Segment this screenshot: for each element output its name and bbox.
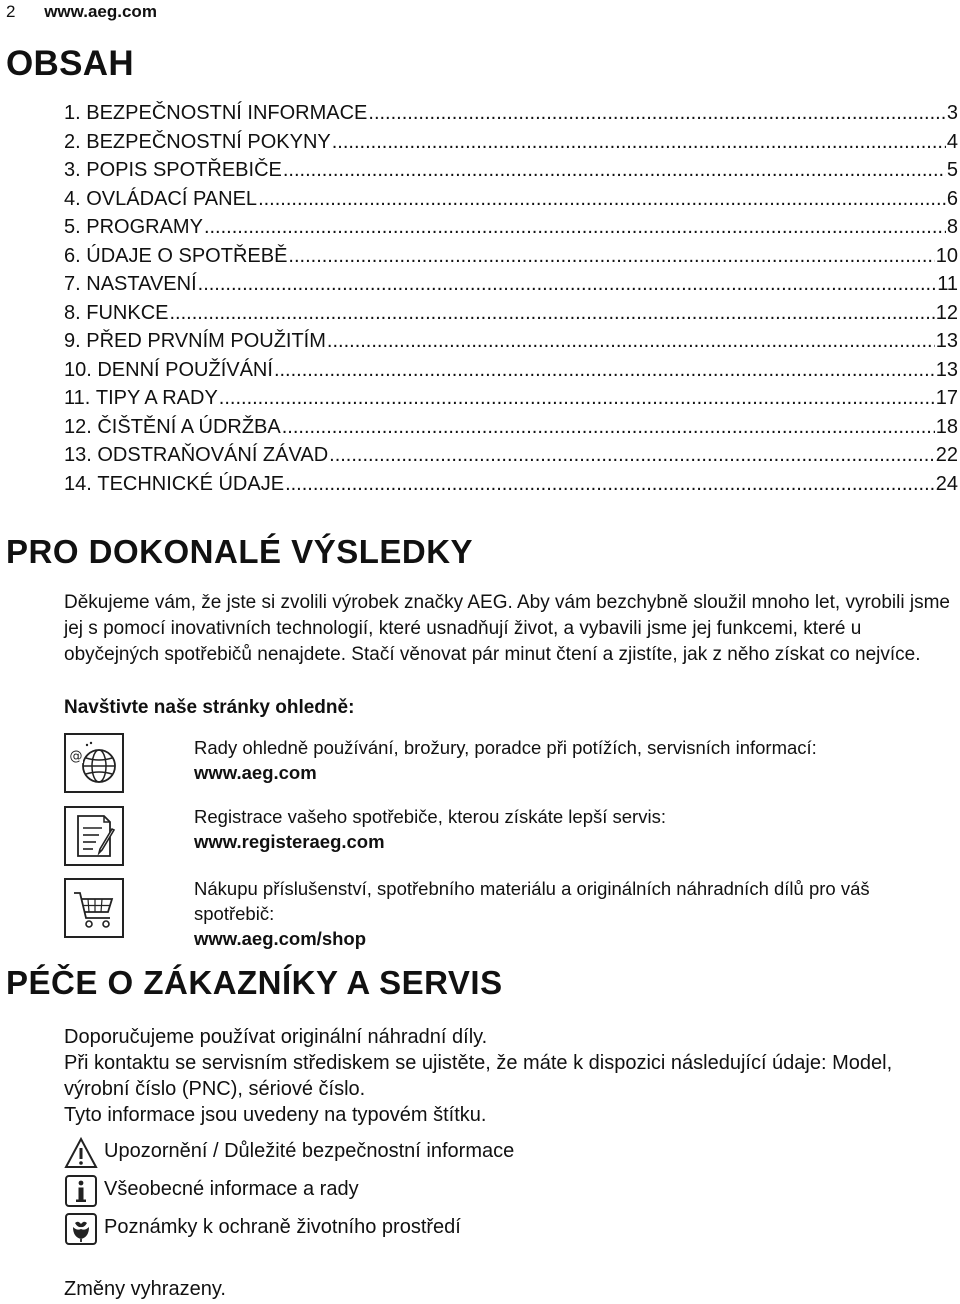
toc-item[interactable]	[64, 444, 960, 473]
toc-item[interactable]	[64, 330, 960, 359]
toc-leader	[332, 131, 946, 154]
toc-page: 17	[935, 387, 958, 409]
results-title: PRO DOKONALÉ VÝSLEDKY	[6, 533, 474, 570]
toc-leader	[285, 473, 935, 496]
toc-label: BEZPEČNOSTNÍ INFORMACE	[86, 102, 368, 124]
toc-leader	[204, 216, 946, 239]
legend-text: Všeobecné informace a rady	[104, 1178, 359, 1200]
service-line: Při kontaktu se servisním střediskem se ujistěte, že máte k dispozici následující údaje: Model, výrobní číslo (PNC), sériové číslo.	[64, 1052, 893, 1100]
toc-item[interactable]	[64, 102, 960, 131]
toc-item[interactable]	[64, 188, 960, 217]
svg-text:@: @	[69, 749, 83, 764]
toc-label: ČIŠTĚNÍ A ÚDRŽBA	[97, 415, 281, 438]
toc-item[interactable]	[64, 302, 960, 331]
legend-text: Poznámky k ochraně životního prostředí	[104, 1216, 461, 1238]
toc-number: 2.	[64, 130, 87, 153]
toc-item[interactable]	[64, 131, 960, 160]
toc-leader	[169, 302, 934, 325]
toc-label: PŘED PRVNÍM POUŽITÍM	[86, 330, 326, 352]
toc-page: 8	[946, 216, 958, 238]
toc-number: 7.	[64, 273, 87, 295]
toc-page: 22	[935, 444, 958, 466]
info-icon	[64, 1174, 98, 1208]
registration-form-icon	[64, 806, 124, 866]
toc-label: POPIS SPOTŘEBIČE	[86, 159, 282, 181]
toc-label: FUNKCE	[86, 301, 169, 324]
toc-page: 12	[935, 301, 958, 324]
toc-number: 4.	[64, 187, 87, 210]
link-url[interactable]: www.aeg.com/shop	[194, 928, 367, 949]
toc-page: 5	[946, 159, 958, 181]
service-title: PÉČE O ZÁKAZNÍKY A SERVIS	[6, 964, 503, 1001]
toc-page: 3	[946, 102, 958, 124]
toc-leader	[258, 188, 946, 211]
toc-number: 1.	[64, 102, 87, 124]
table-of-contents	[64, 102, 960, 501]
toc-page: 13	[935, 358, 958, 381]
toc-item[interactable]	[64, 473, 960, 502]
toc-label: ÚDAJE O SPOTŘEBĚ	[86, 244, 288, 267]
toc-leader	[327, 330, 935, 353]
visit-label: Navštivte naše stránky ohledně:	[64, 697, 355, 718]
environment-icon	[64, 1212, 98, 1246]
toc-page: 11	[937, 273, 958, 295]
link-description: Registrace vašeho spotřebiče, kterou získáte lepší servis:	[194, 806, 666, 827]
toc-label: OVLÁDACÍ PANEL	[86, 187, 258, 210]
warning-icon	[64, 1136, 98, 1170]
service-line: Tyto informace jsou uvedeny na typovém štítku.	[64, 1104, 487, 1126]
toc-item[interactable]	[64, 245, 960, 274]
toc-number: 8.	[64, 301, 87, 324]
toc-item[interactable]	[64, 387, 960, 416]
page-number: 2	[6, 2, 16, 21]
link-url[interactable]: www.registeraeg.com	[194, 831, 385, 852]
toc-leader	[288, 245, 934, 268]
toc-number: 12.	[64, 415, 98, 438]
footer-note: Změny vyhrazeny.	[64, 1278, 226, 1300]
service-text	[64, 1024, 954, 1128]
toc-label: ODSTRAŇOVÁNÍ ZÁVAD	[97, 444, 329, 466]
legend-text: Upozornění / Důležité bezpečnostní informace	[104, 1140, 515, 1162]
toc-number: 3.	[64, 159, 87, 181]
globe-at-icon	[64, 733, 124, 793]
toc-label: TIPY A RADY	[95, 387, 218, 409]
toc-leader	[329, 444, 935, 467]
toc-number: 14.	[64, 472, 98, 495]
toc-number: 5.	[64, 216, 87, 238]
toc-leader	[219, 387, 935, 410]
link-url[interactable]: www.aeg.com	[194, 762, 317, 783]
toc-label: NASTAVENÍ	[86, 273, 197, 295]
toc-leader	[274, 359, 935, 382]
intro-paragraph: Děkujeme vám, že jste si zvolili výrobek značky AEG. Aby vám bezchybně sloužil mnoho let, vyrobili jsme jej s pomocí inovativních technologií, které usnadňují život, a vybavili jsme jej funkcemi, které u obyčejných spotřebičů nenajdete. Stačí věnovat pár minut čtení a zjistíte, jak z něho získat co nejvíce.	[64, 592, 950, 665]
toc-leader	[198, 273, 937, 296]
page-header	[6, 2, 157, 22]
toc-page: 4	[946, 130, 958, 153]
toc-label: PROGRAMY	[86, 216, 203, 238]
toc-item[interactable]	[64, 416, 960, 445]
toc-label: DENNÍ POUŽÍVÁNÍ	[97, 358, 273, 381]
toc-page: 24	[935, 472, 958, 495]
service-line: Doporučujeme používat originální náhradní díly.	[64, 1026, 488, 1048]
toc-number: 11.	[64, 387, 96, 409]
toc-leader	[283, 159, 946, 182]
toc-leader	[368, 102, 945, 125]
toc-item[interactable]	[64, 273, 960, 302]
toc-number: 13.	[64, 444, 98, 466]
toc-label: BEZPEČNOSTNÍ POKYNY	[86, 130, 331, 153]
toc-item[interactable]	[64, 216, 960, 245]
header-site[interactable]: www.aeg.com	[44, 2, 157, 21]
toc-label: TECHNICKÉ ÚDAJE	[97, 472, 285, 495]
toc-number: 9.	[64, 330, 87, 352]
toc-page: 6	[946, 187, 958, 210]
shopping-cart-icon	[64, 878, 124, 938]
toc-item[interactable]	[64, 159, 960, 188]
toc-page: 18	[935, 415, 958, 438]
toc-number: 10.	[64, 358, 98, 381]
link-description: Nákupu příslušenství, spotřebního materiálu a originálních náhradních dílů pro váš spotřebič:	[194, 878, 870, 924]
link-description: Rady ohledně používání, brožury, poradce při potížích, servisních informací:	[194, 737, 817, 758]
toc-item[interactable]	[64, 359, 960, 388]
toc-leader	[282, 416, 935, 439]
toc-page: 13	[935, 330, 958, 352]
toc-page: 10	[935, 244, 958, 267]
contents-title: OBSAH	[6, 44, 134, 83]
toc-number: 6.	[64, 244, 87, 267]
